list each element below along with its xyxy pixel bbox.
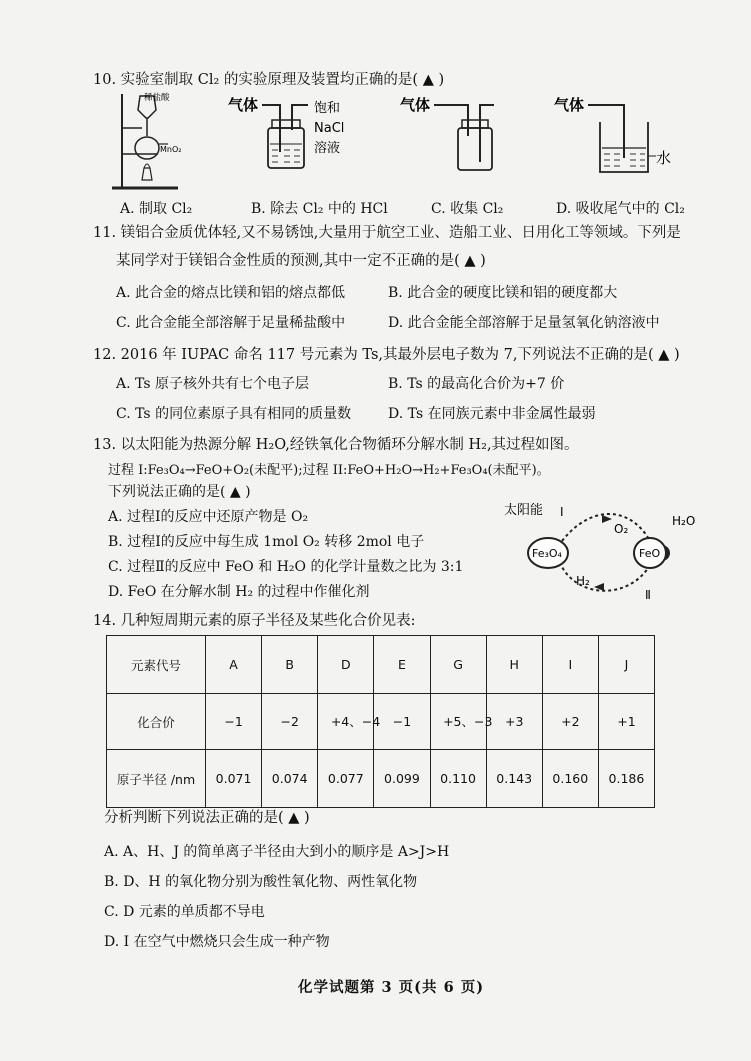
- table-cell: 0.074: [262, 750, 318, 808]
- table-header-cell: H: [486, 636, 542, 694]
- diagram-h2o-label: H₂O: [672, 514, 696, 528]
- table-header-cell: E: [374, 636, 430, 694]
- q10-option-c: C. 收集 Cl₂: [431, 201, 504, 217]
- q14-option-b: B. D、H 的氧化物分别为酸性氧化物、两性氧化物: [104, 874, 418, 890]
- q12-stem: 12. 2016 年 IUPAC 命名 117 号元素为 Ts,其最外层电子数为 7,下列说法不正确的是( ▲ ): [93, 347, 680, 363]
- fig-a-label-mno2: MnO₂: [160, 145, 182, 154]
- page-footer: 化学试题第 3 页(共 6 页): [298, 979, 485, 996]
- diagram-solar-label: 太阳能: [504, 503, 544, 518]
- fig-d-gas-label: 气体: [554, 96, 585, 114]
- q13-option-d: D. FeO 在分解水制 H₂ 的过程中作催化剂: [108, 584, 370, 600]
- q10-option-b: B. 除去 Cl₂ 中的 HCl: [251, 201, 388, 217]
- table-cell: −1: [206, 694, 262, 750]
- table-header-cell: 元素代号: [107, 636, 206, 694]
- q14-option-a: A. A、H、J 的简单离子半径由大到小的顺序是 A>J>H: [104, 844, 450, 860]
- fig-b-label-2: NaCl: [314, 121, 345, 136]
- table-cell: 化合价: [107, 694, 206, 750]
- table-cell: 0.160: [542, 750, 598, 808]
- table-cell-text: +5、−3: [443, 714, 493, 729]
- q13-process: 过程 I:Fe₃O₄→FeO+O₂(未配平);过程 II:FeO+H₂O→H₂+Fe₃O₄(未配平)。: [108, 463, 550, 478]
- table-row: [107, 694, 655, 750]
- table-header-cell: J: [598, 636, 654, 694]
- q11-stem-line1: 11. 镁铝合金质优体轻,又不易锈蚀,大量用于航空工业、造船工业、日用化工等领域。下列是: [93, 225, 681, 241]
- diagram-o2-label: O₂: [614, 522, 629, 536]
- q10-option-a: A. 制取 Cl₂: [120, 201, 193, 217]
- diagram-h2-label: H₂: [576, 574, 590, 588]
- diagram-fe3o4-label: Fe₃O₄: [532, 547, 562, 560]
- q13-option-b: B. 过程Ⅰ的反应中每生成 1mol O₂ 转移 2mol 电子: [108, 534, 425, 550]
- table-cell-text: +4、−4: [330, 714, 381, 729]
- q12-option-d: D. Ts 在同族元素中非金属性最弱: [388, 406, 596, 422]
- q13-stem: 13. 以太阳能为热源分解 H₂O,经铁氧化合物循环分解水制 H₂,其过程如图。: [93, 437, 579, 453]
- diagram-feo-label: FeO: [639, 547, 661, 560]
- q13-option-c: C. 过程Ⅱ的反应中 FeO 和 H₂O 的化学计量数之比为 3:1: [108, 559, 464, 575]
- table-header-cell: D: [318, 636, 374, 694]
- q12-option-b: B. Ts 的最高化合价为+7 价: [388, 376, 565, 392]
- fig-a-label-hcl: 稀盐酸: [144, 93, 170, 103]
- table-cell: 0.077: [318, 750, 374, 808]
- q11-stem-line2: 某同学对于镁铝合金性质的预测,其中一定不正确的是( ▲ ): [116, 253, 486, 269]
- q10-figure-b: [228, 92, 368, 188]
- element-table: [106, 635, 655, 808]
- q10-option-d: D. 吸收尾气中的 Cl₂: [556, 201, 685, 217]
- table-header-cell: I: [542, 636, 598, 694]
- fig-b-gas-label: 气体: [228, 96, 259, 114]
- table-header-cell: B: [262, 636, 318, 694]
- q12-option-a: A. Ts 原子核外共有七个电子层: [116, 376, 309, 392]
- table-header-cell: G: [430, 636, 486, 694]
- table-cell: [430, 694, 493, 750]
- q12-option-c: C. Ts 的同位素原子具有相同的质量数: [116, 406, 352, 422]
- table-cell: +3: [486, 694, 542, 750]
- q14-option-d: D. I 在空气中燃烧只会生成一种产物: [104, 934, 330, 950]
- q11-option-d: D. 此合金能全部溶解于足量氢氧化钠溶液中: [388, 315, 660, 331]
- table-row: [107, 750, 655, 808]
- table-row: [107, 636, 655, 694]
- table-cell: 0.099: [374, 750, 430, 808]
- q10-figure-a: [108, 88, 198, 198]
- fig-c-gas-label: 气体: [400, 96, 431, 114]
- fig-d-water-label: 水: [656, 149, 672, 167]
- table-cell: 0.071: [206, 750, 262, 808]
- q13-option-a: A. 过程Ⅰ的反应中还原产物是 O₂: [108, 509, 309, 525]
- q14-stem: 14. 几种短周期元素的原子半径及某些化合价见表:: [93, 613, 416, 629]
- q11-option-a: A. 此合金的熔点比镁和铝的熔点都低: [116, 285, 346, 301]
- table-cell: −2: [262, 694, 318, 750]
- q14-ask: 分析判断下列说法正确的是( ▲ ): [104, 810, 310, 826]
- table-cell: −1: [374, 694, 430, 750]
- table-cell: 0.143: [486, 750, 542, 808]
- table-cell: 0.186: [598, 750, 654, 808]
- q10-figure-c: [398, 92, 508, 188]
- diagram-step1-label: I: [560, 505, 564, 519]
- table-header-cell: A: [206, 636, 262, 694]
- table-cell: +1: [598, 694, 654, 750]
- q10-figure-d: [552, 92, 682, 188]
- fig-b-label-1: 饱和: [314, 101, 341, 116]
- q11-option-b: B. 此合金的硬度比镁和铝的硬度都大: [388, 285, 618, 301]
- table-cell: 0.110: [430, 750, 486, 808]
- q10-stem: 10. 实验室制取 Cl₂ 的实验原理及装置均正确的是( ▲ ): [93, 72, 445, 88]
- table-cell: +2: [542, 694, 598, 750]
- q11-option-c: C. 此合金能全部溶解于足量稀盐酸中: [116, 315, 346, 331]
- fig-b-label-3: 溶液: [314, 141, 341, 156]
- q14-option-c: C. D 元素的单质都不导电: [104, 904, 265, 920]
- q13-ask: 下列说法正确的是( ▲ ): [108, 484, 251, 500]
- diagram-step2-label: Ⅱ: [645, 588, 651, 602]
- table-cell: 原子半径 /nm: [107, 750, 206, 808]
- table-cell: [318, 694, 381, 750]
- q13-cycle-diagram: [500, 495, 710, 605]
